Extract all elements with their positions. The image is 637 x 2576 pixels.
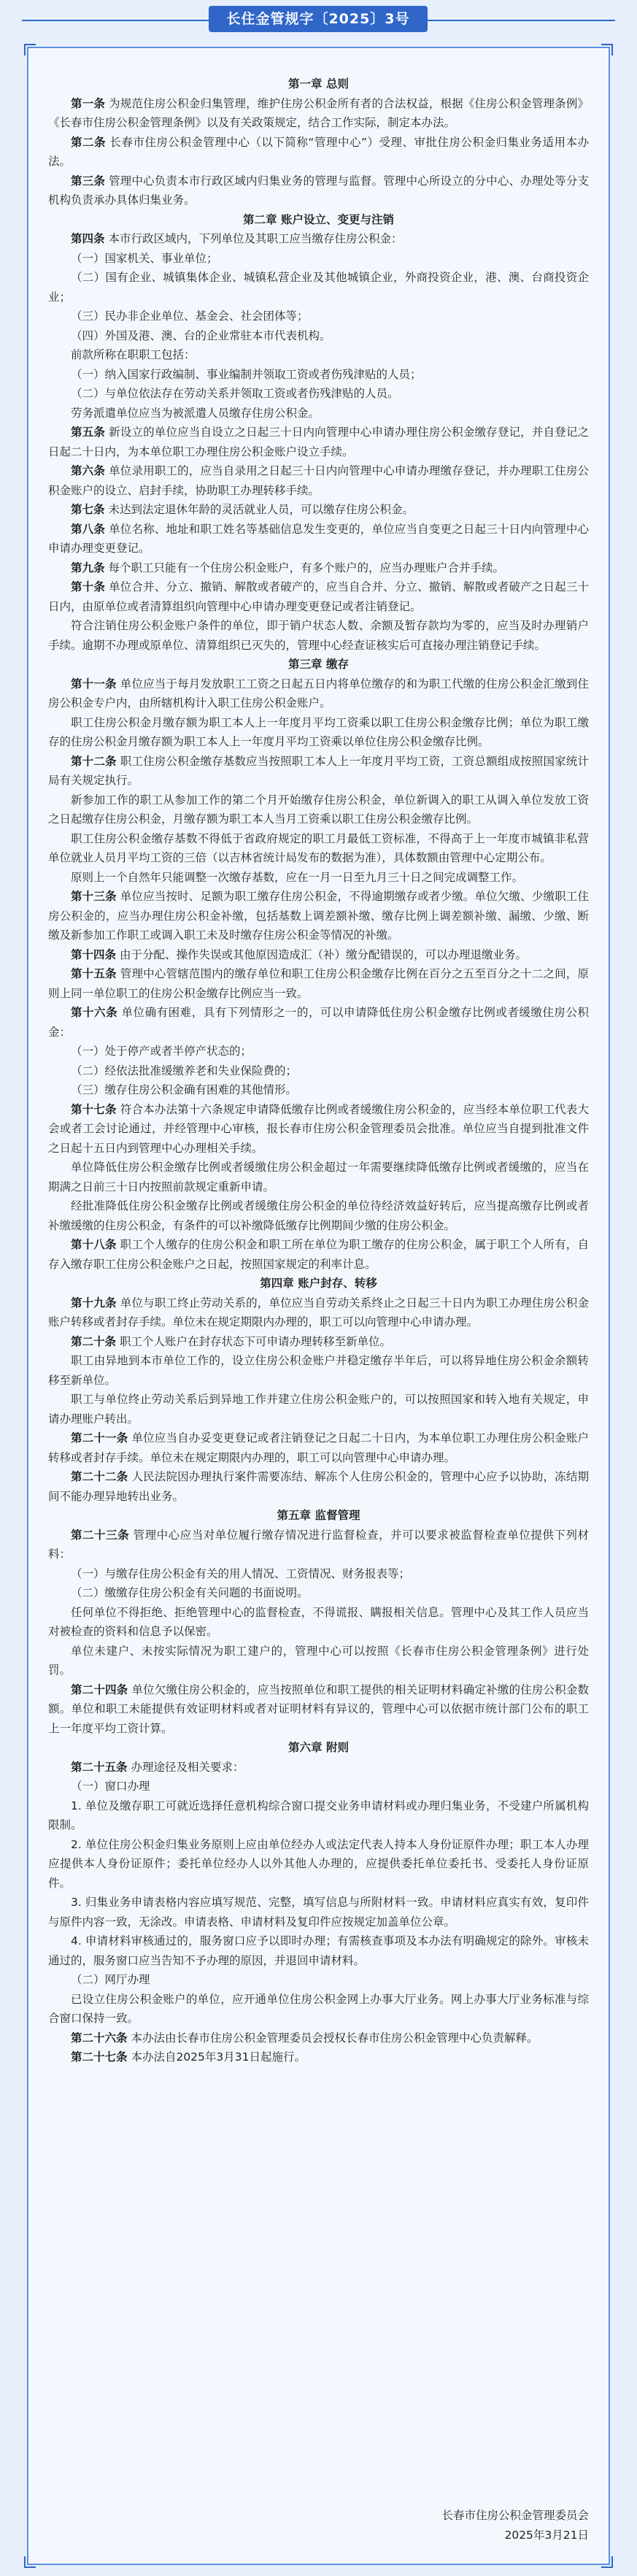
- article-number: 第十九条: [71, 1296, 117, 1310]
- issuing-organization: 长春市住房公积金管理委员会: [441, 2509, 589, 2522]
- paragraph: 前款所称在职职工包括：: [71, 348, 196, 361]
- article-text: 单位录用职工的，应当自录用之日起三十日内向管理中心申请办理缴存登记，并办理职工住房公积金账户的设立、启封手续，协助职工办理转移手续。: [48, 464, 589, 497]
- paragraph: 劳务派遣单位应当为被派遣人员缴存住房公积金。: [71, 406, 320, 420]
- article-number: 第二十二条: [71, 1470, 128, 1483]
- article-number: 第二十六条: [71, 2031, 128, 2045]
- paragraph: （二）缴缴存住房公积金有关问题的书面说明。: [71, 1586, 309, 1599]
- paragraph: 单位未建户、未按实际情况为职工建户的，管理中心可以按照《长春市住房公积金管理条例》进行处罚。: [48, 1644, 589, 1677]
- article: [48, 1100, 589, 1158]
- article-number: 第十三条: [71, 890, 117, 903]
- article-number: 第二十四条: [71, 1683, 128, 1696]
- article-number: 第十二条: [71, 754, 117, 768]
- article-text: 由于分配、操作失误或其他原因造成汇（补）缴分配错误的，可以办理退缴业务。: [119, 947, 527, 961]
- article-number: 第五条: [71, 426, 106, 439]
- paragraph: 4. 申请材料审核通过的，服务窗口应予以即时办理；有需核查事项及本办法有明确规定的除外。审核未通过的，服务窗口应当告知不予办理的原因，并退回申请材料。: [48, 1934, 589, 1967]
- article: [48, 1758, 589, 1777]
- article-number: 第二十条: [71, 1334, 117, 1348]
- article-text: 单位应当自办妥变更登记或者注销登记之日起二十日内，为本单位职工办理住房公积金账户转移或者封存手续。单位未在规定期限内办理的，职工可以向管理中心申请办理。: [48, 1431, 589, 1464]
- paragraph: 3. 归集业务申请表格内容应填写规范、完整，填写信息与所附材料一致。申请材料应真实有效，复印件与原件内容一致，无涂改。申请表格、申请材料及复印件应按规定加盖单位公章。: [48, 1896, 589, 1929]
- paragraph: （二）网厅办理: [71, 1973, 150, 1986]
- article-text: 每个职工只能有一个住房公积金账户，有多个账户的，应当办理账户合并手续。: [108, 561, 504, 574]
- document-number: 长住金管规字〔2025〕3号: [209, 6, 428, 32]
- article: [48, 1467, 589, 1506]
- article-text: 管理中心应当对单位履行缴存情况进行监督检查，并可以要求被监督检查单位提供下列材料：: [48, 1528, 589, 1561]
- paragraph: 职工住房公积金月缴存额为职工本人上一年度月平均工资乘以职工住房公积金缴存比例；单位为职工缴存的住房公积金月缴存额为职工本人上一年度月平均工资乘以单位住房公积金缴存比例。: [48, 715, 589, 748]
- issue-date: 2025年3月21日: [504, 2528, 589, 2542]
- article-number: 第十五条: [71, 967, 117, 980]
- article-number: 第十条: [71, 580, 106, 593]
- chapter-heading: 第五章 监督管理: [277, 1509, 360, 1522]
- paragraph: 原则上一个自然年只能调整一次缴存基数，应在一月一日至九月三十日之间完成调整工作。: [71, 870, 524, 884]
- article: [48, 1235, 589, 1274]
- paragraph: （二）经依法批准缓缴养老和失业保险费的；: [71, 1064, 298, 1077]
- article-text: 为规范住房公积金归集管理，维护住房公积金所有者的合法权益，根据《住房公积金管理条例》《长春市住房公积金管理条例》以及有关政策规定，结合工作实际，制定本办法。: [48, 96, 589, 129]
- article: [48, 674, 589, 713]
- article: [48, 945, 589, 965]
- article-text: 本办法由长春市住房公积金管理委员会授权长春市住房公积金管理中心负责解释。: [131, 2031, 538, 2045]
- article: [48, 423, 589, 461]
- article-text: 职工住房公积金缴存基数应当按照职工本人上一年度月平均工资，工资总额组成按照国家统计局有关规定执行。: [48, 754, 589, 787]
- article-text: 管理中心负责本市行政区域内归集业务的管理与监督。管理中心所设立的分中心、办理处等分支机构负责承办具体归集业务。: [48, 174, 589, 207]
- paragraph: （一）纳入国家行政编制、事业编制并领取工资或者伤残津贴的人员；: [71, 367, 422, 381]
- article: [48, 1332, 589, 1352]
- article-number: 第十四条: [71, 947, 117, 961]
- article: [48, 1429, 589, 1467]
- article: [48, 752, 589, 791]
- article-number: 第十一条: [71, 677, 117, 691]
- article-text: 本市行政区域内，下列单位及其职工应当缴存住房公积金：: [108, 232, 403, 245]
- paragraph: （三）民办非企业单位、基金会、社会团体等；: [71, 309, 309, 323]
- corner-ornament: [601, 44, 613, 55]
- article-number: 第二十一条: [71, 1431, 128, 1445]
- paragraph: 1. 单位及缴存职工可就近选择任意机构综合窗口提交业务申请材料或办理归集业务，不受建户所属机构限制。: [48, 1799, 589, 1831]
- corner-ornament: [601, 2556, 613, 2568]
- article: [48, 229, 589, 249]
- article-text: 未达到法定退休年龄的灵活就业人员，可以缴存住房公积金。: [108, 503, 414, 516]
- article: [48, 2029, 589, 2048]
- signature-block: [48, 2496, 589, 2545]
- paragraph: （三）缴存住房公积金确有困难的其他情形。: [71, 1083, 298, 1096]
- article: [48, 2048, 589, 2067]
- paragraph: 2. 单位住房公积金归集业务原则上应由单位经办人或法定代表人持本人身份证原件办理；职工本人办理应提供本人身份证原件；委托单位经办人以外其他人办理的，应提供委托单位委托书、受委托人身份证原件。: [48, 1837, 589, 1890]
- paragraph: 已设立住房公积金账户的单位，应开通单位住房公积金网上办事大厅业务。网上办事大厅业务标准与综合窗口保持一致。: [48, 1992, 589, 2025]
- article-text: 管理中心管辖范围内的缴存单位和职工住房公积金缴存比例在百分之五至百分之十二之间，原则上同一单位职工的住房公积金缴存比例应当一致。: [48, 967, 589, 1000]
- corner-ornament: [24, 44, 36, 55]
- article: [48, 520, 589, 558]
- article-text: 单位应当于每月发放职工工资之日起五日内将单位缴存的和为职工代缴的住房公积金汇缴到住房公积金专户内，由所辖机构计入职工住房公积金账户。: [48, 677, 589, 710]
- article-number: 第八条: [71, 522, 106, 536]
- article-number: 第九条: [71, 561, 105, 574]
- paragraph: 符合注销住房公积金账户条件的单位，即于销户状态人数、余额及暂存款均为零的，应当及时办理销户手续。逾期不办理或原单位、清算组织已灭失的，管理中心经查证核实后可直接办理注销登记手续。: [48, 619, 589, 652]
- paragraph: （四）外国及港、澳、台的企业常驻本市代表机构。: [71, 328, 331, 342]
- paragraph: （一）处于停产或者半停产状态的；: [71, 1045, 252, 1058]
- article-number: 第七条: [71, 503, 105, 516]
- article-text: 办理途径及相关要求：: [131, 1760, 244, 1774]
- paragraph: 经批准降低住房公积金缴存比例或者缓缴住房公积金的单位待经济效益好转后，应当提高缴存比例或者补缴缓缴的住房公积金，有条件的可以补缴降低缴存比例期间少缴的住房公积金。: [48, 1199, 589, 1232]
- article-number: 第十六条: [71, 1006, 118, 1019]
- document-header: [0, 0, 637, 38]
- article-text: 职工个人账户在封存状态下可申请办理转移至新单位。: [119, 1334, 391, 1348]
- chapter-heading: 第三章 缴存: [288, 658, 349, 671]
- article-number: 第二条: [71, 135, 106, 149]
- article: [48, 1680, 589, 1739]
- article-text: 单位合并、分立、撤销、解散或者破产的，应当自合并、分立、撤销、解散或者破产之日起三十日内，由原单位或者清算组织向管理中心申请办理变更登记或者注销登记。: [48, 580, 589, 613]
- paragraph: 新参加工作的职工从参加工作的第二个月开始缴存住房公积金，单位新调入的职工从调入单位发放工资之日起缴存住房公积金，月缴存额为职工本人当月工资乘以职工住房公积金缴存比例。: [48, 793, 589, 826]
- article-number: 第六条: [71, 464, 106, 477]
- article-number: 第二十五条: [71, 1760, 128, 1774]
- article-number: 第二十三条: [71, 1528, 130, 1542]
- article-text: 新设立的单位应当自设立之日起三十日内向管理中心申请办理住房公积金缴存登记，并自登记之日起二十日内，为本单位职工办理住房公积金账户设立手续。: [48, 426, 589, 458]
- paragraph: 单位降低住房公积金缴存比例或者缓缴住房公积金超过一年需要继续降低缴存比例或者缓缴的，应当在期满之日前三十日内按照前款规定重新申请。: [48, 1161, 589, 1193]
- article-text: 单位与职工终止劳动关系的，单位应当自劳动关系终止之日起三十日内为职工办理住房公积金账户转移或者封存手续。单位未在规定期限内办理的，职工可以向管理中心申请办理。: [48, 1296, 589, 1329]
- paragraph: 任何单位不得拒绝、拒绝管理中心的监督检查，不得谎报、瞒报相关信息。管理中心及其工作人员应当对被检查的资料和信息予以保密。: [48, 1605, 589, 1638]
- article-number: 第十七条: [71, 1102, 117, 1116]
- article-text: 职工个人缴存的住房公积金和职工所在单位为职工缴存的住房公积金，属于职工个人所有，自存入缴存职工住房公积金账户之日起，按照国家规定的利率计息。: [48, 1238, 589, 1271]
- article-number: 第二十七条: [71, 2050, 128, 2064]
- paragraph: （二）与单位依法存在劳动关系并领取工资或者伤残津贴的人员。: [71, 387, 399, 400]
- article: [48, 1003, 589, 1042]
- article: [48, 94, 589, 133]
- chapter-heading: 第六章 附则: [288, 1741, 349, 1754]
- document-frame: [27, 47, 610, 2565]
- article-number: 第四条: [71, 232, 105, 245]
- document-body: [48, 74, 589, 2067]
- article-text: 长春市住房公积金管理中心（以下简称“管理中心”）受理、审批住房公积金归集业务适用本办法。: [48, 135, 589, 168]
- article-number: 第三条: [71, 174, 106, 188]
- article-number: 第一条: [71, 96, 106, 110]
- article: [48, 1293, 589, 1332]
- article: [48, 577, 589, 616]
- article-text: 单位确有困难，具有下列情形之一的，可以申请降低住房公积金缴存比例或者缓缴住房公积金：: [48, 1006, 589, 1039]
- article: [48, 964, 589, 1003]
- article: [48, 887, 589, 945]
- article-text: 单位欠缴住房公积金的，应当按照单位和职工提供的相关证明材料确定补缴的住房公积金数额。单位和职工未能提供有效证明材料或者对证明材料有异议的，管理中心可以依据市统计部门公布的职工上一年度平均工资计算。: [48, 1683, 589, 1735]
- article: [48, 461, 589, 500]
- paragraph: 职工由异地到本市单位工作的，设立住房公积金账户并稳定缴存半年后，可以将异地住房公积金余额转移至新单位。: [48, 1354, 589, 1387]
- article: [48, 1526, 589, 1564]
- chapter-heading: 第一章 总则: [288, 77, 349, 91]
- chapter-heading: 第四章 账户封存、转移: [260, 1277, 377, 1290]
- article-text: 人民法院因办理执行案件需要冻结、解冻个人住房公积金的，管理中心应予以协助，冻结期间不能办理异地转出业务。: [48, 1470, 589, 1503]
- corner-ornament: [24, 2556, 36, 2568]
- article: [48, 133, 589, 172]
- article: [48, 558, 589, 578]
- article: [48, 500, 589, 520]
- paragraph: （一）窗口办理: [71, 1780, 150, 1793]
- paragraph: （一）国家机关、事业单位；: [71, 251, 218, 265]
- article: [48, 172, 589, 210]
- paragraph: 职工与单位终止劳动关系后到异地工作并建立住房公积金账户的，可以按照国家和转入地有关规定，申请办理账户转出。: [48, 1393, 589, 1426]
- paragraph: （一）与缴存住房公积金有关的用人情况、工资情况、财务报表等；: [71, 1566, 411, 1580]
- article-text: 本办法自2025年3月31日起施行。: [131, 2050, 306, 2064]
- chapter-heading: 第二章 账户设立、变更与注销: [243, 212, 394, 226]
- article-number: 第十八条: [71, 1238, 117, 1251]
- article-text: 单位应当按时、足额为职工缴存住房公积金，不得逾期缴存或者少缴。单位欠缴、少缴职工住房公积金的，应当办理住房公积金补缴，包括基数上调差额补缴、缴存比例上调差额补缴、漏缴、少缴、断缴及新参加工作职工或调入职工未及时缴存住房公积金等情况的补缴。: [48, 890, 589, 942]
- article-text: 符合本办法第十六条规定申请降低缴存比例或者缓缴住房公积金的，应当经本单位职工代表大会或者工会讨论通过，并经管理中心审核，报长春市住房公积金管理委员会批准。单位应当自提到批准文件之日起十五日内到管理中心办理相关手续。: [48, 1102, 589, 1155]
- paragraph: （二）国有企业、城镇集体企业、城镇私营企业及其他城镇企业，外商投资企业，港、澳、台商投资企业；: [48, 271, 589, 304]
- article-text: 单位名称、地址和职工姓名等基础信息发生变更的，单位应当自变更之日起三十日内向管理中心申请办理变更登记。: [48, 522, 589, 555]
- paragraph: 职工住房公积金缴存基数不得低于省政府规定的职工月最低工资标准，不得高于上一年度市城镇非私营单位就业人员月平均工资的三倍（以吉林省统计局发布的数据为准），具体数额由管理中心定期公布。: [48, 831, 589, 864]
